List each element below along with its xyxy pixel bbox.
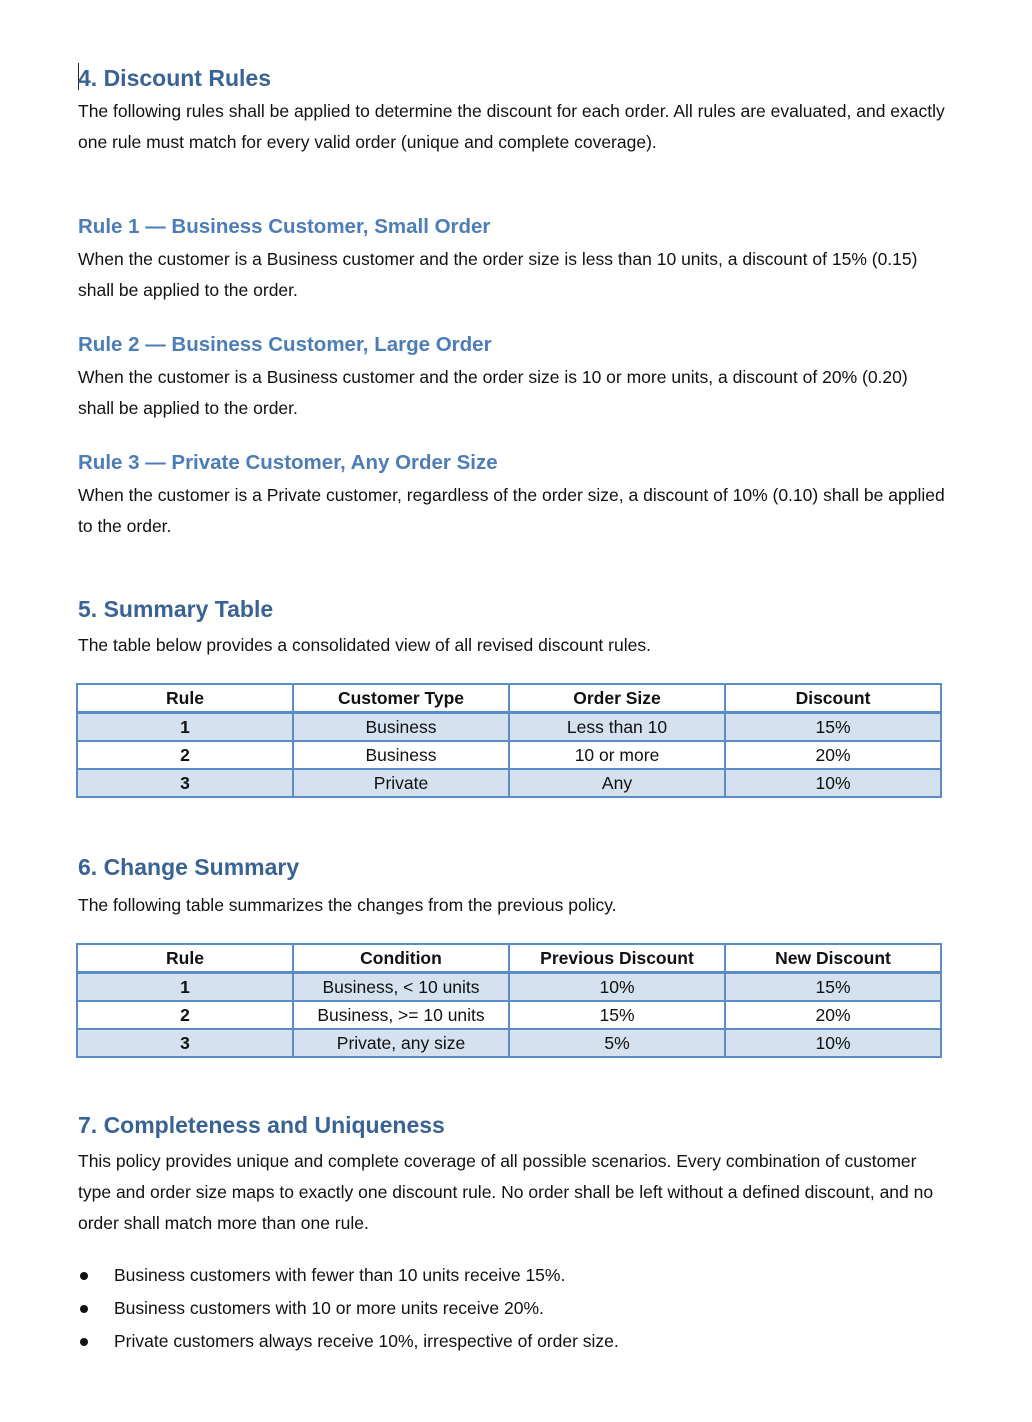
completeness-intro: This policy provides unique and complete coverage of all possible scenarios. Every combination of customer type and order size maps to exactly one discount rule. No order shall be left without a defined discount, and no order shall match more than one rule. [78, 1151, 934, 1233]
cell-new-discount: 15% [725, 973, 941, 1002]
discount-rules-intro: The following rules shall be applied to determine the discount for each order. All rules are evaluated, and exactly one rule must match for every valid order (unique and complete coverage). [78, 101, 945, 152]
column-header-order-size: Order Size [509, 684, 725, 713]
table-row [77, 769, 941, 797]
rule-2-text: When the customer is a Business customer and the order size is 10 or more units, a discount of 20% (0.20) shall be applied to the order. [78, 367, 908, 418]
list-item: Business customers with 10 or more units receive 20%. [78, 1293, 619, 1326]
bullet-icon [80, 1272, 88, 1280]
section-heading-change-summary: 6. Change Summary [78, 854, 300, 880]
table-header-row [77, 944, 941, 973]
column-header-previous-discount: Previous Discount [509, 944, 725, 973]
cell-rule: 1 [77, 713, 293, 742]
cell-order-size: Less than 10 [509, 713, 725, 742]
rule-3-heading: Rule 3 — Private Customer, Any Order Size [78, 451, 498, 474]
cell-rule: 3 [77, 1029, 293, 1057]
cell-discount: 20% [725, 741, 941, 769]
rule-1-text: When the customer is a Business customer and the order size is less than 10 units, a discount of 15% (0.15) shall be applied to the order. [78, 249, 918, 300]
cell-rule: 2 [77, 1001, 293, 1029]
summary-table [76, 683, 942, 798]
cell-rule: 1 [77, 973, 293, 1002]
cell-customer-type: Business [293, 741, 509, 769]
column-header-rule: Rule [77, 944, 293, 973]
table-row [77, 1029, 941, 1057]
cell-previous-discount: 10% [509, 973, 725, 1002]
rule-2-heading: Rule 2 — Business Customer, Large Order [78, 333, 492, 356]
list-item: Business customers with fewer than 10 units receive 15%. [78, 1260, 619, 1293]
cell-new-discount: 10% [725, 1029, 941, 1057]
cell-new-discount: 20% [725, 1001, 941, 1029]
cell-discount: 10% [725, 769, 941, 797]
cell-order-size: 10 or more [509, 741, 725, 769]
table-row [77, 741, 941, 769]
table-row [77, 973, 941, 1002]
cell-rule: 2 [77, 741, 293, 769]
section-heading-summary-table: 5. Summary Table [78, 596, 274, 622]
summary-table-intro: The table below provides a consolidated view of all revised discount rules. [78, 635, 651, 655]
column-header-condition: Condition [293, 944, 509, 973]
table-row [77, 1001, 941, 1029]
rule-1-heading: Rule 1 — Business Customer, Small Order [78, 215, 491, 238]
cell-rule: 3 [77, 769, 293, 797]
cell-condition: Business, >= 10 units [293, 1001, 509, 1029]
cell-condition: Business, < 10 units [293, 973, 509, 1002]
column-header-customer-type: Customer Type [293, 684, 509, 713]
table-header-row [77, 684, 941, 713]
section-heading-completeness: 7. Completeness and Uniqueness [78, 1112, 445, 1138]
cell-condition: Private, any size [293, 1029, 509, 1057]
coverage-bullet-list [78, 1260, 619, 1359]
change-summary-table [76, 943, 942, 1058]
list-item: Private customers always receive 10%, irrespective of order size. [78, 1326, 619, 1359]
cell-discount: 15% [725, 713, 941, 742]
cell-customer-type: Business [293, 713, 509, 742]
bullet-icon [80, 1305, 88, 1313]
section-heading-discount-rules: 4. Discount Rules [78, 65, 271, 91]
change-summary-intro: The following table summarizes the changes from the previous policy. [78, 895, 617, 915]
table-row [77, 713, 941, 742]
bullet-icon [80, 1338, 88, 1346]
column-header-rule: Rule [77, 684, 293, 713]
rule-3-text: When the customer is a Private customer, regardless of the order size, a discount of 10% (0.10) shall be applied to the order. [78, 485, 945, 536]
column-header-new-discount: New Discount [725, 944, 941, 973]
cell-previous-discount: 15% [509, 1001, 725, 1029]
cell-customer-type: Private [293, 769, 509, 797]
cell-previous-discount: 5% [509, 1029, 725, 1057]
cell-order-size: Any [509, 769, 725, 797]
column-header-discount: Discount [725, 684, 941, 713]
